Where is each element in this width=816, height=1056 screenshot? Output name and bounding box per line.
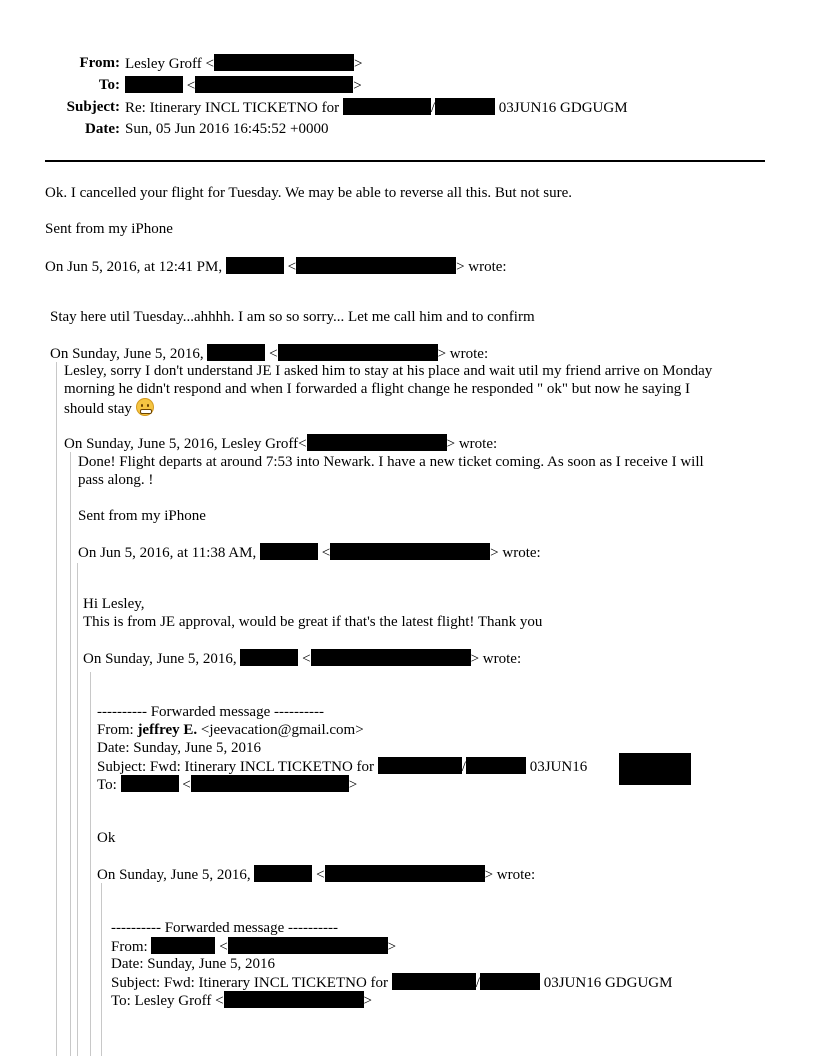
redacted-block [325,865,485,882]
redacted-block [240,649,298,666]
quote-bar [77,563,78,1056]
redacted-block [296,257,456,274]
header-divider [45,160,765,162]
redacted-block [226,257,284,274]
redacted-block [151,937,215,954]
subject-label: Subject: [66,99,120,115]
quote-bar [90,672,91,1056]
forwarded-date: Date: Sunday, June 5, 2016 [97,740,262,756]
quoted-text: Hi Lesley, [83,596,145,612]
quote-attribution: On Jun 5, 2016, at 11:38 AM, < > wrote: [78,545,541,561]
forwarded-date: Date: Sunday, June 5, 2016 [111,956,276,972]
to-value: < > [125,76,362,95]
redacted-block [254,865,312,882]
quote-bar [56,362,57,1056]
redacted-block [260,543,318,560]
redacted-block [435,98,495,115]
quote-bar [70,452,71,1056]
redacted-block [343,98,431,115]
redacted-block [619,753,691,785]
reply-text: Ok. I cancelled your flight for Tuesday. We may be able to reverse all this. But not sure. [45,185,572,201]
redacted-block [207,344,265,361]
grimacing-face-icon [136,398,154,416]
redacted-block [214,54,354,71]
from-label: From: [79,55,120,71]
redacted-block [121,775,179,792]
quote-attribution: On Sunday, June 5, 2016, < > wrote: [83,651,522,667]
quoted-text: Done! Flight departs at around 7:53 into Newark. I have a new ticket coming. As soon as I receive I will [78,454,704,470]
date-value: Sun, 05 Jun 2016 16:45:52 +0000 [125,121,329,137]
quoted-text: Stay here util Tuesday...ahhhh. I am so so sorry... Let me call him and to confirm [50,309,535,325]
redacted-block [278,344,438,361]
forwarded-header: ---------- Forwarded message ---------- [97,704,324,720]
quote-attribution: On Sunday, June 5, 2016, < > wrote: [97,867,536,883]
redacted-block [392,973,476,990]
redacted-block [224,991,364,1008]
signature: Sent from my iPhone [45,221,173,237]
redacted-block [125,76,183,93]
quoted-text: pass along. ! [78,472,154,488]
quoted-text: Lesley, sorry I don't understand JE I asked him to stay at his place and wait util my friend arrive on Monday [64,363,713,379]
email-link[interactable]: <jeevacation@gmail.com> [200,722,364,738]
from-value: Lesley Groff < > [125,56,363,72]
date-label: Date: [85,121,120,137]
forwarded-header: ---------- Forwarded message ---------- [111,920,338,936]
forwarded-from: From: < > [111,939,397,955]
quote-bar [101,883,102,1056]
quoted-text: Ok [97,830,116,846]
signature: Sent from my iPhone [78,508,206,524]
redacted-block [195,76,353,93]
redacted-block [311,649,471,666]
from-name: Lesley Groff [125,56,202,72]
redacted-block [330,543,490,560]
quote-attribution: On Sunday, June 5, 2016, Lesley Groff< > wrote: [64,436,498,452]
quoted-text: should stay [64,398,154,418]
forwarded-to: To: < > [97,777,358,793]
subject-value: Re: Itinerary INCL TICKETNO for / 03JUN16 GDGUGM [125,100,628,116]
quoted-text: This is from JE approval, would be great if that's the latest flight! Thank you [83,614,543,630]
forwarded-to: To: Lesley Groff < > [111,993,372,1009]
redacted-block [480,973,540,990]
forwarded-subject: Subject: Fwd: Itinerary INCL TICKETNO for / 03JUN16 GDGUGM [111,975,673,991]
to-label: To: [98,77,120,93]
quote-attribution: On Sunday, June 5, 2016, < > wrote: [50,346,489,362]
redacted-block [228,937,388,954]
redacted-block [466,757,526,774]
redacted-block [378,757,462,774]
quote-attribution: On Jun 5, 2016, at 12:41 PM, < > wrote: [45,259,507,275]
redacted-block [307,434,447,451]
forwarded-from: From: jeffrey E. <jeevacation@gmail.com> [97,722,364,738]
quoted-text: morning he didn't respond and when I forwarded a flight change he responded " ok" but now he saying I [64,381,691,397]
forwarded-subject: Subject: Fwd: Itinerary INCL TICKETNO for / 03JUN16 [97,759,588,775]
redacted-block [191,775,349,792]
